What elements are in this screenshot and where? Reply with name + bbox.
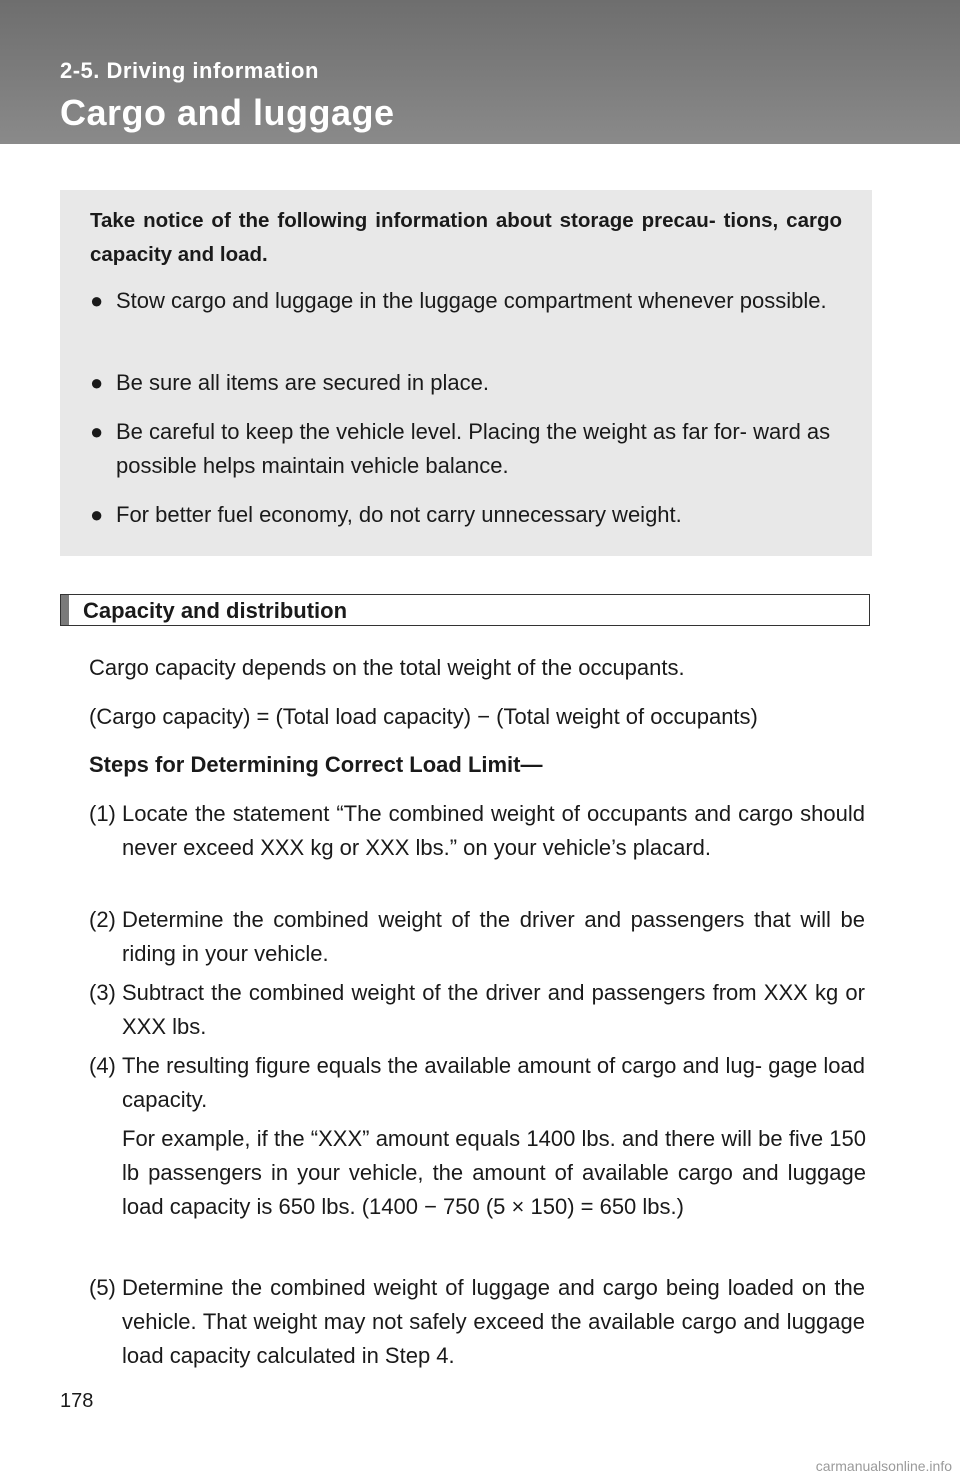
notice-bullet [90, 284, 842, 318]
step-number: (4) [89, 1053, 116, 1078]
step-text: Determine the combined weight of the driver and passengers that will be riding in your vehicle. [122, 907, 865, 966]
page-header [0, 0, 960, 144]
step-number: (5) [89, 1275, 116, 1300]
page-number: 178 [60, 1390, 94, 1412]
bullet-text: Be careful to keep the vehicle level. Placing the weight as far for- ward as possible helps maintain vehicle balance. [116, 419, 831, 478]
page-title: Cargo and luggage [60, 92, 395, 133]
notice-bullet [90, 366, 842, 400]
heading-accent-bar [61, 595, 69, 625]
step-item [89, 976, 865, 1044]
bullet-text: For better fuel economy, do not carry unnecessary weight. [116, 502, 682, 527]
notice-box [60, 190, 872, 556]
capacity-formula: (Cargo capacity) = (Total load capacity) − (Total weight of occupants) [89, 704, 758, 729]
bullet-dot-icon: ● [90, 370, 104, 395]
step-text: Determine the combined weight of luggage and cargo being loaded on the vehicle. That weight may not safely exceed the available cargo and luggage load capacity calculated in Step 4. [122, 1275, 865, 1368]
steps-heading: Steps for Determining Correct Load Limit— [89, 752, 543, 777]
example-paragraph: For example, if the “XXX” amount equals 1400 lbs. and there will be five 150 lb passengers in your vehicle, the amount of available cargo and luggage load capacity is 650 lbs. (1400 − 750 (5 × 150) = 650 lbs.) [122, 1126, 866, 1219]
bullet-dot-icon: ● [90, 419, 104, 444]
notice-intro: Take notice of the following information about storage precau- tions, cargo capacity and load. [90, 209, 842, 266]
notice-bullet [90, 415, 842, 483]
step-item [89, 903, 865, 971]
capacity-heading [60, 594, 870, 626]
step-item [89, 1271, 865, 1373]
bullet-dot-icon: ● [90, 502, 104, 527]
section-label: 2-5. Driving information [60, 58, 319, 83]
step-item [89, 1049, 865, 1117]
step-text: Locate the statement “The combined weight of occupants and cargo should never exceed XXX kg or XXX lbs.” on your vehicle’s placard. [122, 801, 865, 860]
capacity-heading-label: Capacity and distribution [83, 598, 348, 623]
step-text: The resulting figure equals the available amount of cargo and lug- gage load capacity. [122, 1053, 865, 1112]
watermark: carmanualsonline.info [815, 1458, 952, 1474]
step-text: Subtract the combined weight of the driver and passengers from XXX kg or XXX lbs. [122, 980, 865, 1039]
notice-bullet [90, 498, 842, 532]
step-number: (1) [89, 801, 116, 826]
bullet-dot-icon: ● [90, 288, 104, 313]
step-item [89, 797, 865, 865]
step-number: (2) [89, 907, 116, 932]
bullet-text: Stow cargo and luggage in the luggage compartment whenever possible. [116, 288, 827, 313]
step-number: (3) [89, 980, 116, 1005]
bullet-text: Be sure all items are secured in place. [116, 370, 489, 395]
capacity-paragraph: Cargo capacity depends on the total weight of the occupants. [89, 655, 685, 680]
